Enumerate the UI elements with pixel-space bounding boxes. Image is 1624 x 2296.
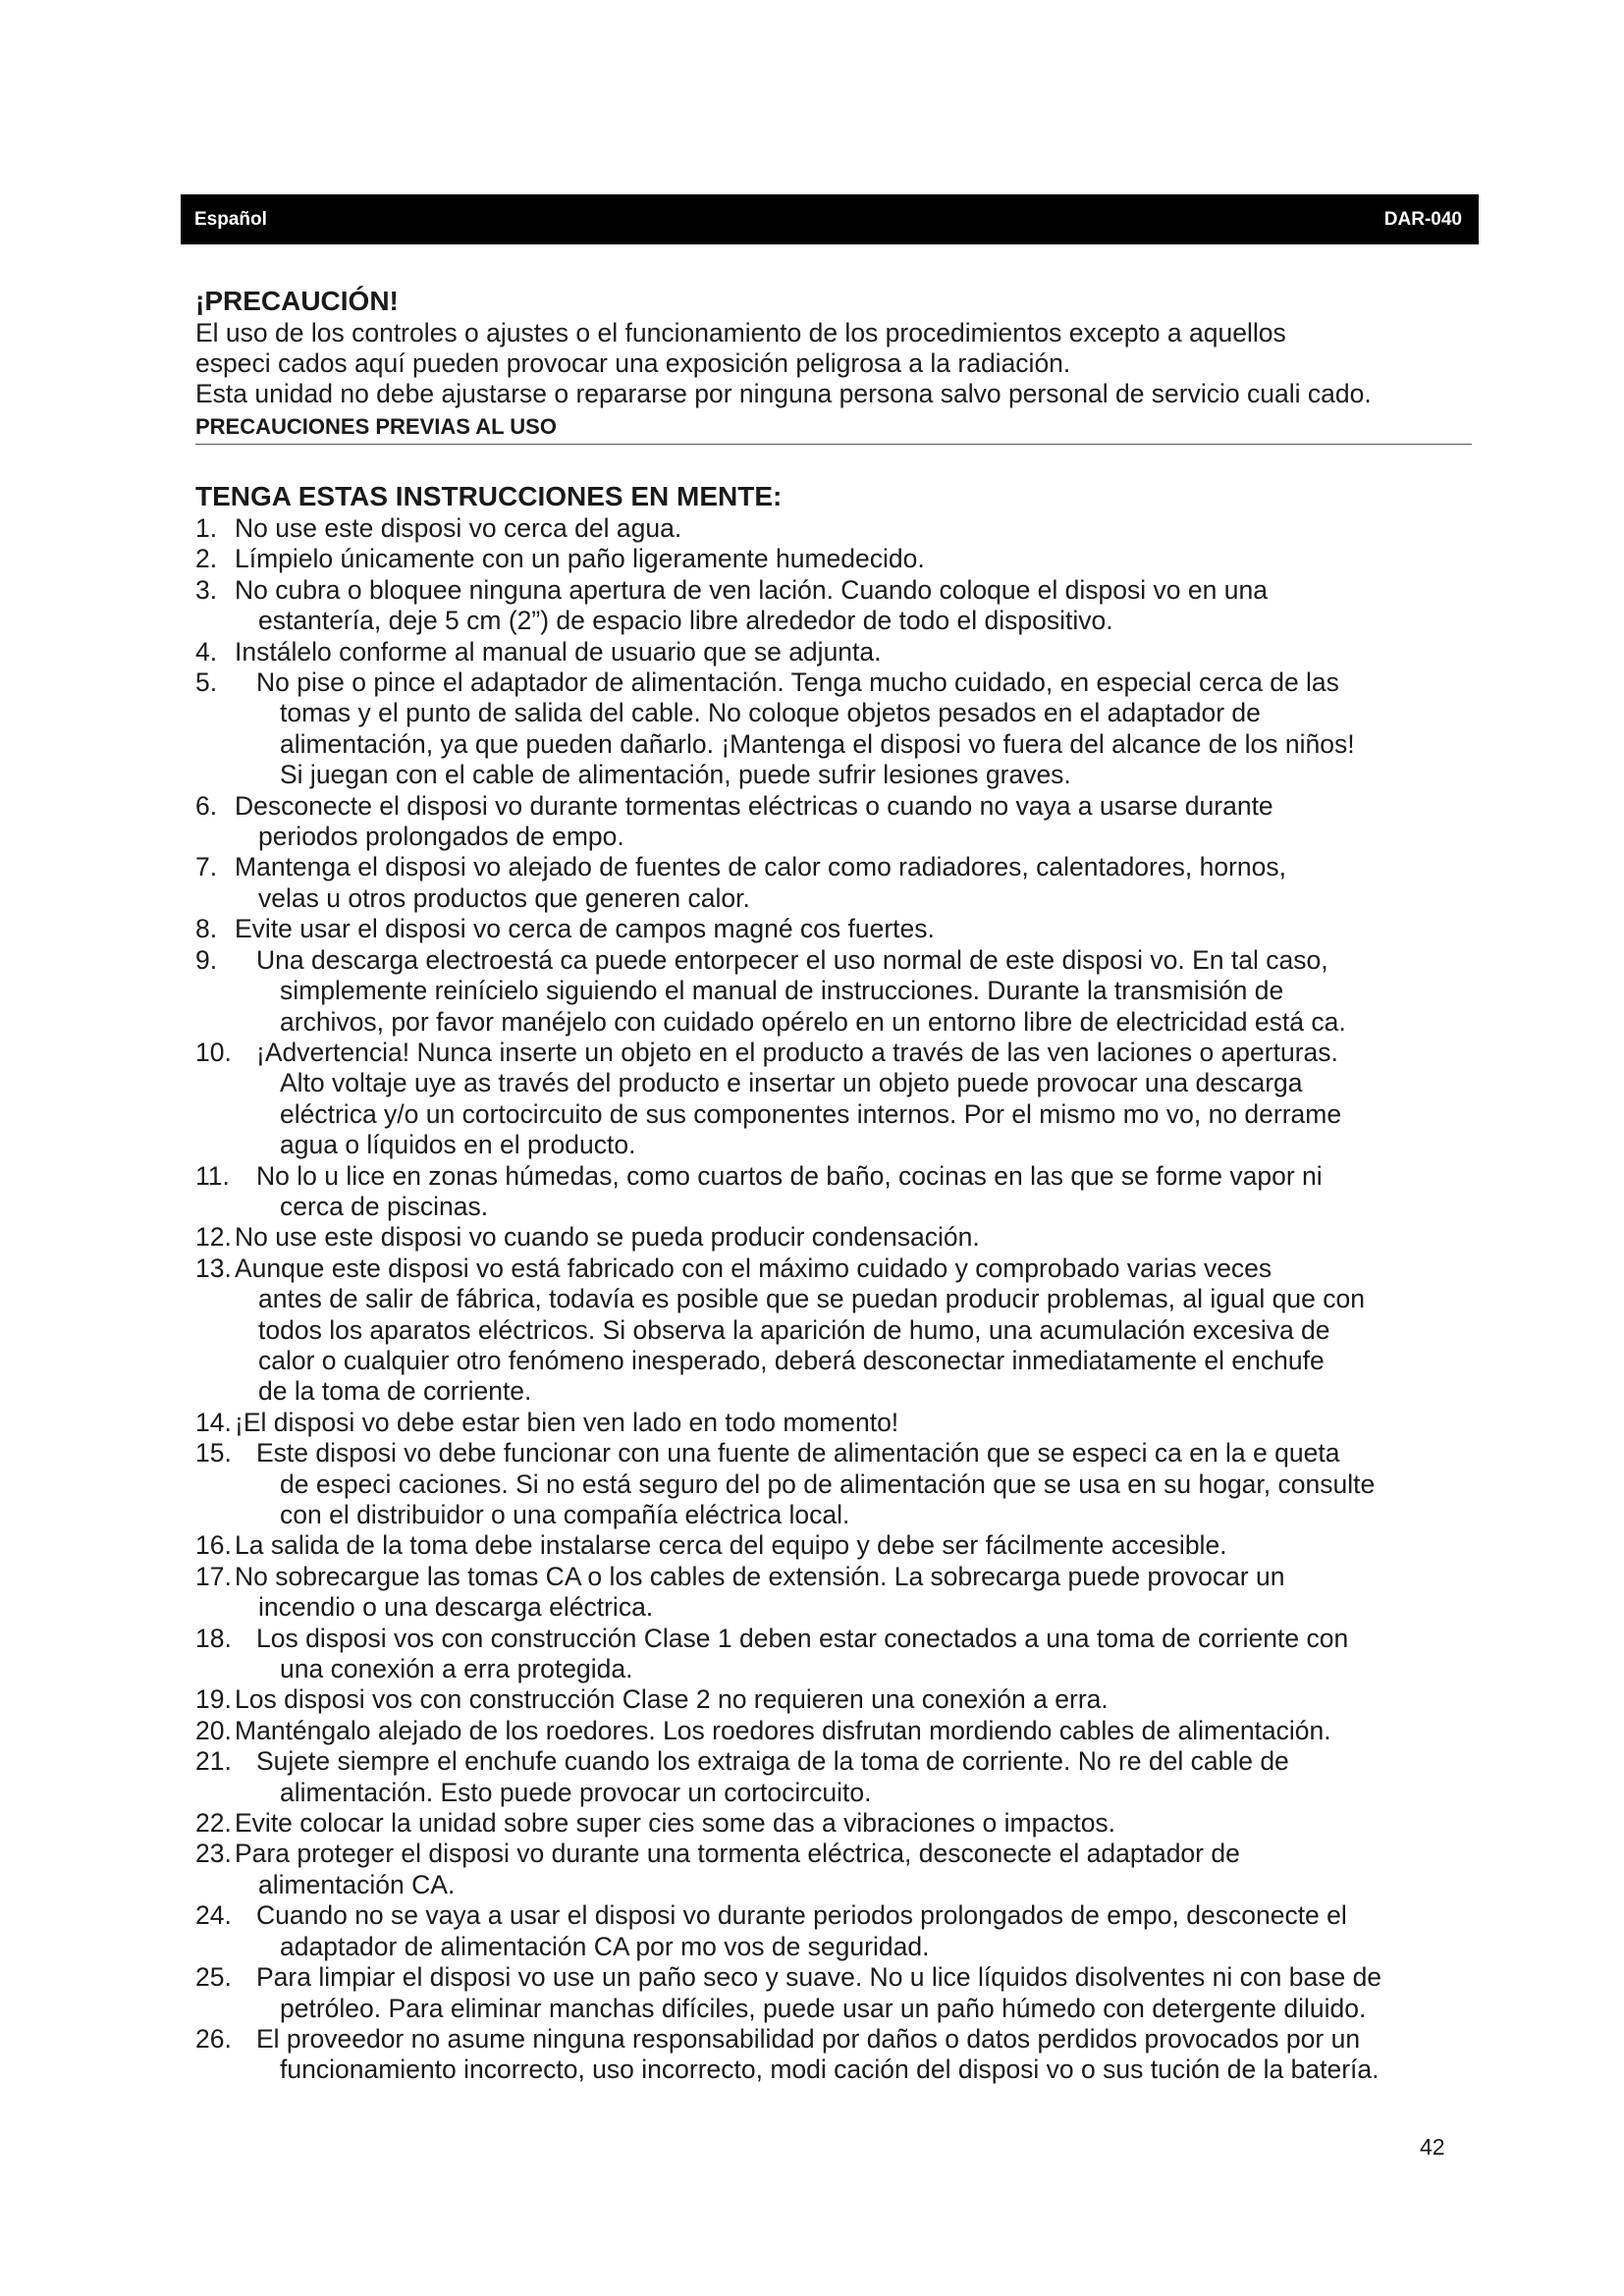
list-item bbox=[195, 1900, 1482, 1962]
item-text: No sobrecargue las tomas CA o los cables de extensión. La sobrecarga puede provocar un incendio o una descarga eléctrica. bbox=[235, 1561, 1285, 1623]
item-text: No cubra o bloquee ninguna apertura de ven lación. Cuando coloque el disposi vo en una estantería, deje 5 cm (2”) de espacio libre alrededor de todo el dispositivo. bbox=[235, 574, 1268, 636]
item-text: Aunque este disposi vo está fabricado con el máximo cuidado y comprobado varias veces antes de salir de fábrica, todavía es posible que se puedan producir problemas, al igual que con todos los aparatos eléctricos. Si observa la aparición de humo, una acumulación excesiva de calor o cualquier otro fenómeno inesperado, deberá desconectar inmediatamente el enchufe de la toma de corriente. bbox=[235, 1253, 1365, 1407]
item-text: Sujete siempre el enchufe cuando los extraiga de la toma de corriente. No re del cable de alimentación. Esto puede provocar un cortocircuito. bbox=[256, 1746, 1289, 1807]
item-text: Para limpiar el disposi vo use un paño seco y suave. No u lice líquidos disolventes ni con base de petróleo. Para eliminar manchas difíciles, puede usar un paño húmedo con detergente diluido. bbox=[256, 1962, 1382, 2023]
item-number: 14. bbox=[195, 1407, 232, 1437]
list-item bbox=[195, 1038, 1482, 1161]
item-text: La salida de la toma debe instalarse cerca del equipo y debe ser fácilmente accesible. bbox=[235, 1530, 1227, 1561]
item-number: 16. bbox=[195, 1530, 232, 1561]
item-text: Desconecte el disposi vo durante tormentas eléctricas o cuando no vaya a usarse durante periodos prolongados de empo. bbox=[235, 790, 1273, 852]
item-number: 19. bbox=[195, 1684, 232, 1715]
item-number: 26. bbox=[195, 2023, 232, 2054]
list-item bbox=[195, 791, 1482, 853]
list-item bbox=[195, 914, 1482, 944]
item-number: 11. bbox=[195, 1160, 230, 1191]
caution-title: ¡PRECAUCIÓN! bbox=[195, 286, 399, 316]
list-item bbox=[195, 1746, 1482, 1808]
item-number: 23. bbox=[195, 1839, 232, 1869]
header-model: DAR-040 bbox=[1383, 208, 1462, 230]
caution-line-2: especi cados aquí pueden provocar una exposición peligrosa a la radiación. bbox=[195, 348, 1071, 378]
list-item bbox=[195, 1408, 1482, 1438]
item-text: Una descarga electroestá ca puede entorpecer el uso normal de este disposi vo. En tal caso, simplemente reinícielo siguiendo el manual de instrucciones. Durante la transmisión de archivos, por favor manéjelo con cuidado opérelo en un entorno libre de electricidad está ca. bbox=[256, 944, 1346, 1037]
item-number: 17. bbox=[195, 1561, 232, 1591]
item-text: Este disposi vo debe funcionar con una fuente de alimentación que se especi ca en la e queta de especi caciones. Si no está seguro del po de alimentación que se usa en su hogar, consulte con el distribuidor o una compañía eléctrica local. bbox=[256, 1438, 1376, 1529]
item-number: 8. bbox=[195, 914, 218, 944]
instructions-list bbox=[195, 513, 1482, 2086]
list-item bbox=[195, 1808, 1482, 1839]
list-item bbox=[195, 1716, 1482, 1746]
item-number: 20. bbox=[195, 1715, 232, 1745]
item-number: 6. bbox=[195, 790, 218, 821]
item-number: 18. bbox=[195, 1623, 232, 1653]
item-number: 22. bbox=[195, 1808, 232, 1839]
item-text: Los disposi vos con construcción Clase 2 no requieren una conexión a erra. bbox=[235, 1684, 1109, 1715]
item-number: 24. bbox=[195, 1900, 232, 1931]
item-number: 7. bbox=[195, 852, 218, 882]
item-number: 21. bbox=[195, 1746, 232, 1777]
list-item bbox=[195, 852, 1482, 914]
item-text: Evite colocar la unidad sobre super cies some das a vibraciones o impactos. bbox=[235, 1808, 1116, 1839]
page-number: 42 bbox=[1420, 2134, 1445, 2160]
item-text: No use este disposi vo cuando se pueda producir condensación. bbox=[235, 1222, 980, 1253]
list-item bbox=[195, 1254, 1482, 1408]
list-item bbox=[195, 637, 1482, 667]
item-number: 9. bbox=[195, 944, 218, 975]
item-text: Manténgalo alejado de los roedores. Los roedores disfrutan mordiendo cables de alimentación. bbox=[235, 1715, 1331, 1745]
item-text: Mantenga el disposi vo alejado de fuentes de calor como radiadores, calentadores, hornos, velas u otros productos que generen calor. bbox=[235, 852, 1286, 913]
item-text: Para proteger el disposi vo durante una tormenta eléctrica, desconecte el adaptador de alimentación CA. bbox=[235, 1839, 1240, 1899]
section-heading: PRECAUCIONES PREVIAS AL USO bbox=[195, 414, 557, 439]
list-item bbox=[195, 667, 1482, 791]
header-language: Español bbox=[194, 208, 267, 230]
item-number: 15. bbox=[195, 1438, 232, 1468]
item-number: 12. bbox=[195, 1222, 232, 1253]
list-item bbox=[195, 1438, 1482, 1530]
item-number: 3. bbox=[195, 574, 218, 605]
item-text: Instálelo conforme al manual de usuario que se adjunta. bbox=[235, 636, 882, 667]
item-text: Evite usar el disposi vo cerca de campos magné cos fuertes. bbox=[235, 914, 935, 944]
page-header-bar bbox=[181, 194, 1479, 244]
list-item bbox=[195, 1530, 1482, 1561]
item-text: No use este disposi vo cerca del agua. bbox=[235, 513, 682, 543]
item-number: 25. bbox=[195, 1962, 232, 1993]
item-text: No pise o pince el adaptador de alimentación. Tenga mucho cuidado, en especial cerca de las tomas y el punto de salida del cable. No coloque objetos pesados en el adaptador de alimentación, ya que pueden dañarlo. ¡Mantenga el disposi vo fuera del alcance de los niños! Si juegan con el cable de alimentación, puede sufrir lesiones graves. bbox=[256, 667, 1355, 790]
item-number: 2. bbox=[195, 544, 218, 574]
item-number: 13. bbox=[195, 1253, 232, 1283]
item-number: 5. bbox=[195, 667, 218, 698]
item-text: Cuando no se vaya a usar el disposi vo durante periodos prolongados de empo, desconecte el adaptador de alimentación CA por mo vos de seguridad. bbox=[256, 1900, 1347, 1961]
list-item bbox=[195, 1839, 1482, 1900]
list-item bbox=[195, 513, 1482, 544]
list-item bbox=[195, 1962, 1482, 2024]
section-divider bbox=[195, 444, 1472, 445]
item-text: No lo u lice en zonas húmedas, como cuartos de baño, cocinas en las que se forme vapor ni cerca de piscinas. bbox=[256, 1160, 1323, 1221]
list-item bbox=[195, 575, 1482, 637]
list-item bbox=[195, 1161, 1482, 1223]
item-number: 10. bbox=[195, 1037, 232, 1067]
list-item bbox=[195, 1624, 1482, 1685]
list-item bbox=[195, 1562, 1482, 1624]
caution-line-3: Esta unidad no debe ajustarse o repararse por ninguna persona salvo personal de servicio cuali cado. bbox=[195, 379, 1372, 408]
item-text: Los disposi vos con construcción Clase 1 deben estar conectados a una toma de corriente con una conexión a erra protegida. bbox=[256, 1623, 1349, 1684]
item-text: ¡El disposi vo debe estar bien ven lado en todo momento! bbox=[235, 1407, 899, 1437]
list-item bbox=[195, 1684, 1482, 1715]
item-number: 4. bbox=[195, 636, 218, 667]
item-text: ¡Advertencia! Nunca inserte un objeto en el producto a través de las ven laciones o aperturas. Alto voltaje uye as través del producto e insertar un objeto puede provocar una descarga eléctrica y/o un cortocircuito de sus componentes internos. Por el mismo mo vo, no derrame agua o líquidos en el producto. bbox=[256, 1037, 1342, 1160]
list-item bbox=[195, 544, 1482, 574]
item-text: El proveedor no asume ninguna responsabilidad por daños o datos perdidos provocados por un funcionamiento incorrecto, uso incorrecto, modi cación del disposi vo o sus tución de la batería. bbox=[256, 2023, 1380, 2085]
list-item bbox=[195, 2024, 1482, 2086]
caution-line-1: El uso de los controles o ajustes o el funcionamiento de los procedimientos excepto a aquellos bbox=[195, 318, 1286, 347]
list-item bbox=[195, 1222, 1482, 1253]
page-content bbox=[195, 285, 1482, 2086]
instructions-title: TENGA ESTAS INSTRUCCIONES EN MENTE: bbox=[195, 481, 783, 511]
list-item bbox=[195, 945, 1482, 1038]
item-text: Límpielo únicamente con un paño ligeramente humedecido. bbox=[235, 544, 925, 574]
item-number: 1. bbox=[195, 513, 218, 543]
